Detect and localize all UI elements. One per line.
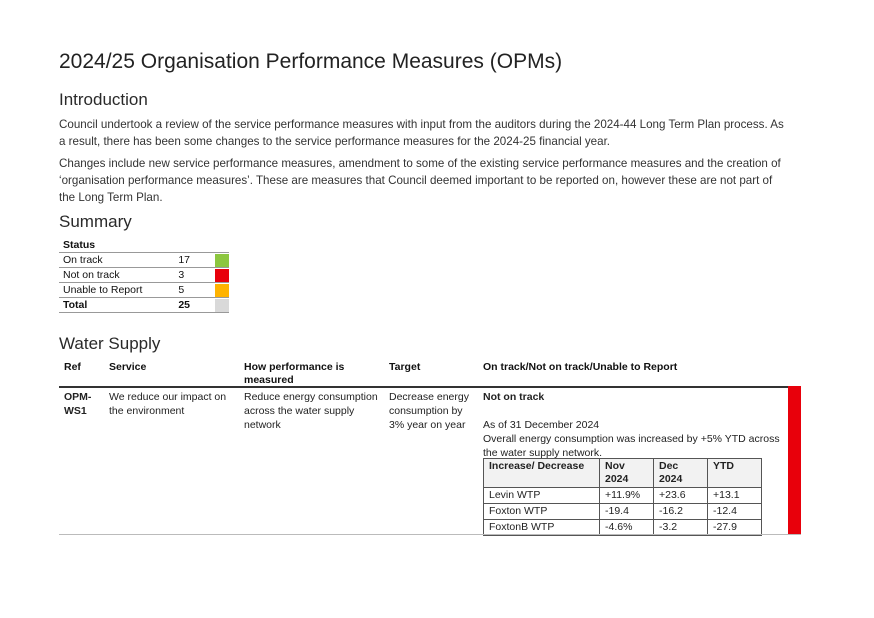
col-header-service: Service — [109, 361, 147, 373]
water-supply-table-header — [59, 358, 801, 386]
summary-count: 3 — [174, 268, 214, 283]
inner-header: YTD — [708, 459, 762, 488]
inner-cell: -16.2 — [654, 504, 708, 520]
inner-header: Increase/ Decrease — [484, 459, 600, 488]
summary-label: On track — [59, 253, 174, 268]
status-swatch-green — [215, 254, 229, 267]
row-status-label: Not on track — [483, 391, 545, 403]
inner-header: Dec 2024 — [654, 459, 708, 488]
row-note: Overall energy consumption was increased by +5% YTD across the water supply network. — [483, 433, 780, 459]
row-service: We reduce our impact on the environment — [109, 391, 227, 417]
table-row — [59, 388, 801, 534]
inner-cell: -3.2 — [654, 520, 708, 536]
status-swatch-amber — [215, 284, 229, 297]
status-color-bar — [788, 386, 801, 534]
introduction-heading: Introduction — [59, 90, 148, 109]
inner-cell: Foxton WTP — [484, 504, 600, 520]
inner-cell: +13.1 — [708, 488, 762, 504]
status-swatch-grey — [215, 299, 229, 312]
page-title: 2024/25 Organisation Performance Measures (OPMs) — [59, 50, 563, 73]
col-header-ref: Ref — [64, 361, 81, 373]
intro-paragraph-2: Changes include new service performance measures, amendment to some of the existing service performance measures and the creation of ‘organisation performance measures’. These are measures that Council deemed important to be reported on, however these are not part of the Long Term Plan. — [59, 157, 781, 204]
col-header-target: Target — [389, 361, 421, 373]
summary-count: 17 — [174, 253, 214, 268]
row-ref: OPM-WS1 — [64, 391, 92, 417]
summary-count: 5 — [174, 283, 214, 298]
energy-change-table — [483, 458, 762, 536]
summary-label: Not on track — [59, 268, 174, 283]
inner-cell: -19.4 — [600, 504, 654, 520]
summary-total-label: Total — [59, 298, 174, 313]
inner-cell: FoxtonB WTP — [484, 520, 600, 536]
col-header-status: On track/Not on track/Unable to Report — [483, 361, 678, 373]
intro-paragraph-1: Council undertook a review of the service performance measures with input from the auditors during the 2024-44 Long Term Plan process. As a result, there has been some changes to the service performance measures for the 2024-25 financial year. — [59, 118, 784, 148]
inner-cell: -4.6% — [600, 520, 654, 536]
summary-row-on-track — [59, 253, 229, 268]
summary-row-not-on-track — [59, 268, 229, 283]
inner-cell: +11.9% — [600, 488, 654, 504]
row-as-of-date: As of 31 December 2024 — [483, 419, 600, 431]
status-swatch-red — [215, 269, 229, 282]
summary-total-count: 25 — [174, 298, 214, 313]
inner-cell: Levin WTP — [484, 488, 600, 504]
inner-cell: +23.6 — [654, 488, 708, 504]
inner-header: Nov 2024 — [600, 459, 654, 488]
table-bottom-divider — [59, 534, 801, 535]
summary-row-unable-to-report — [59, 283, 229, 298]
row-target: Decrease energy consumption by 3% year on year — [389, 391, 469, 431]
summary-heading: Summary — [59, 212, 132, 231]
inner-cell: -12.4 — [708, 504, 762, 520]
inner-row — [484, 504, 762, 520]
inner-cell: -27.9 — [708, 520, 762, 536]
status-header: Status — [63, 239, 96, 251]
water-supply-heading: Water Supply — [59, 334, 161, 353]
row-how-measured: Reduce energy consumption across the water supply network — [244, 391, 378, 431]
inner-row — [484, 488, 762, 504]
col-header-how-measured: How performance is measured — [244, 361, 345, 386]
summary-row-total — [59, 298, 229, 313]
summary-label: Unable to Report — [59, 283, 174, 298]
summary-table — [59, 238, 229, 313]
